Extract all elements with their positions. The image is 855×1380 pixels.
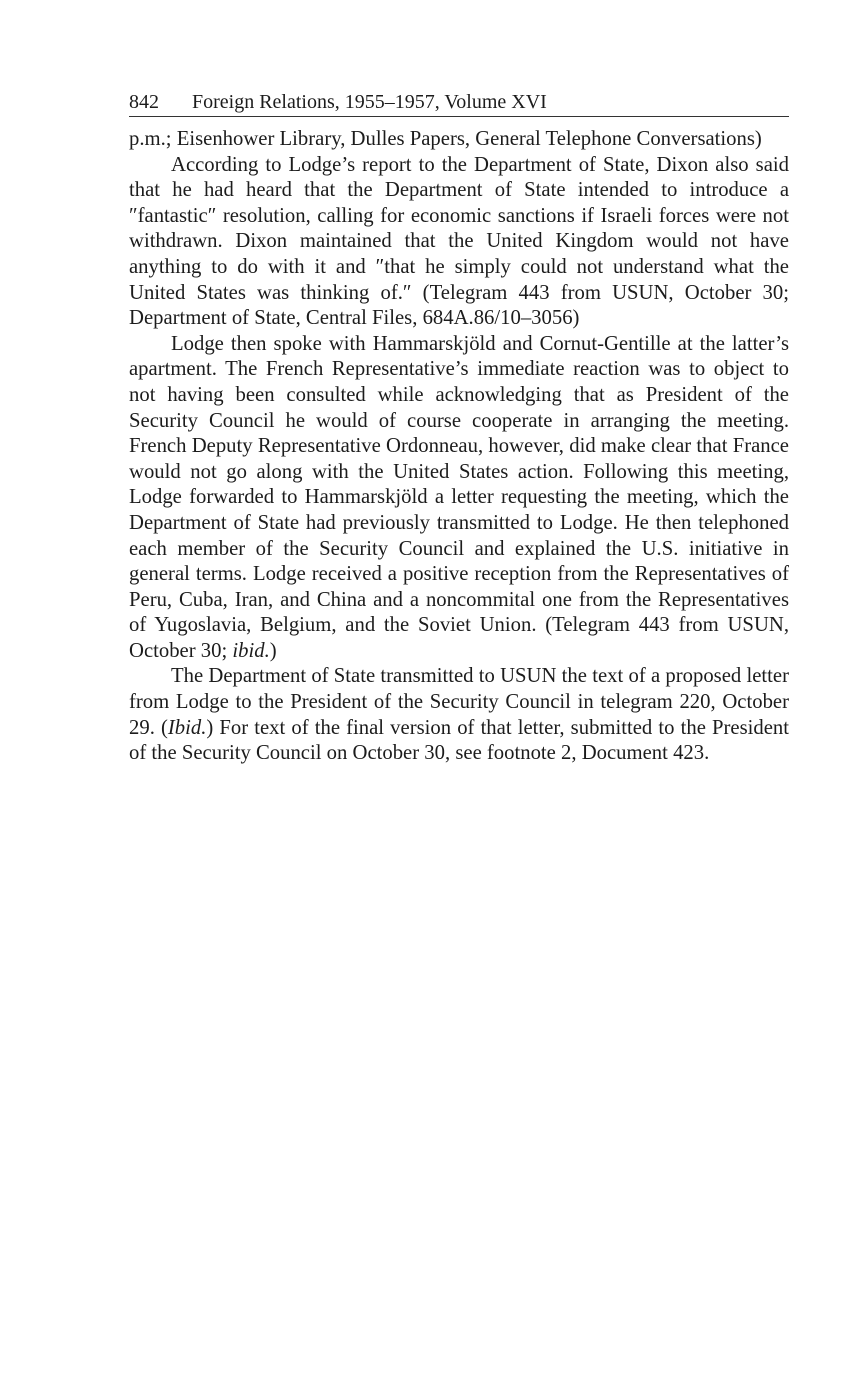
- ibid-citation: ibid.: [232, 639, 270, 662]
- paragraph-text: According to Lodge’s report to the Department of State, Dixon also said that he had heard that the Department of State intended to introduce a ″fantastic″ resolution, calling for economic sanctions if Israeli forces were not withdrawn. Dixon maintained that the United Kingdom would not have anything to do with it and ″that he simply could not understand what the United States was thinking of.″ (Telegram 443 from USUN, October 30; Department of State, Central Files, 684A.86/10–3056): [129, 153, 789, 330]
- page-number: 842: [129, 91, 159, 113]
- running-head: [129, 88, 789, 117]
- document-page: [129, 88, 789, 767]
- paragraph-lodge-meeting: [129, 332, 789, 665]
- paragraph-letter-transmitted: [129, 664, 789, 766]
- paragraph-text: Lodge then spoke with Hammarskjöld and Cornut-Gentille at the latter’s apartment. The French Representative’s immediate reaction was to object to not having been consulted while acknowledging that as President of the Security Council he would of course cooperate in arranging the meeting. French Deputy Representative Ordonneau, however, did make clear that France would not go along with the United States action. Following this meeting, Lodge forwarded to Hammarskjöld a letter requesting the meeting, which the Department of State had previously transmitted to Lodge. He then telephoned each member of the Security Council and explained the U.S. initiative in general terms. Lodge received a positive reception from the Representatives of Peru, Cuba, Iran, and China and a noncommital one from the Representatives of Yugoslavia, Belgium, and the Soviet Union. (Telegram 443 from USUN, October 30;: [129, 332, 789, 662]
- paragraph-dixon-report: [129, 153, 789, 332]
- paragraph-tail: ) For text of the final version of that letter, submitted to the President of the Security Council on October 30, see footnote 2, Document 423.: [129, 716, 790, 765]
- ibid-citation: Ibid.: [167, 716, 207, 739]
- paragraph-text: p.m.; Eisenhower Library, Dulles Papers, General Telephone Conversations): [129, 128, 762, 150]
- running-title: Foreign Relations, 1955–1957, Volume XVI: [192, 91, 547, 113]
- paragraph-text: The Department of State transmitted to USUN the text of a proposed letter from Lodge to the President of the Security Council in telegram 220, October 29. (: [129, 665, 789, 739]
- body-text: [129, 127, 789, 767]
- paragraph-continuation: [129, 127, 789, 153]
- paragraph-tail: ): [269, 639, 277, 662]
